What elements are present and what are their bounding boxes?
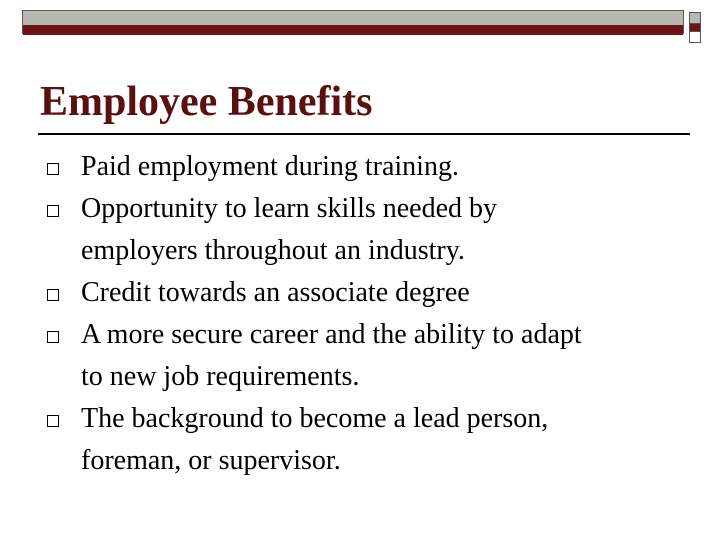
hollow-square-icon xyxy=(47,163,59,175)
bullet-text: Paid employment during training. xyxy=(81,151,459,182)
hollow-square-icon xyxy=(47,331,59,343)
bullet-item xyxy=(40,314,700,398)
bullet-text: The background to become a lead person, foreman, or supervisor. xyxy=(81,403,549,476)
bullet-item xyxy=(40,272,700,314)
corner-white-square xyxy=(689,31,701,43)
title-underline xyxy=(38,133,690,135)
bullet-text: A more secure career and the ability to adapt to new job requirements. xyxy=(81,319,582,392)
header-decoration-bar xyxy=(22,10,684,34)
hollow-square-icon xyxy=(47,415,59,427)
slide-title: Employee Benefits xyxy=(40,79,373,125)
bullet-item xyxy=(40,146,700,188)
hollow-square-icon xyxy=(47,205,59,217)
header-gray-band xyxy=(23,11,683,25)
bullet-item xyxy=(40,188,700,272)
hollow-square-icon xyxy=(47,289,59,301)
bullet-text: Opportunity to learn skills needed by employers throughout an industry. xyxy=(81,193,498,266)
header-red-band xyxy=(23,25,683,35)
bullet-list xyxy=(40,146,700,482)
bullet-item xyxy=(40,398,700,482)
bullet-text: Credit towards an associate degree xyxy=(81,277,470,308)
